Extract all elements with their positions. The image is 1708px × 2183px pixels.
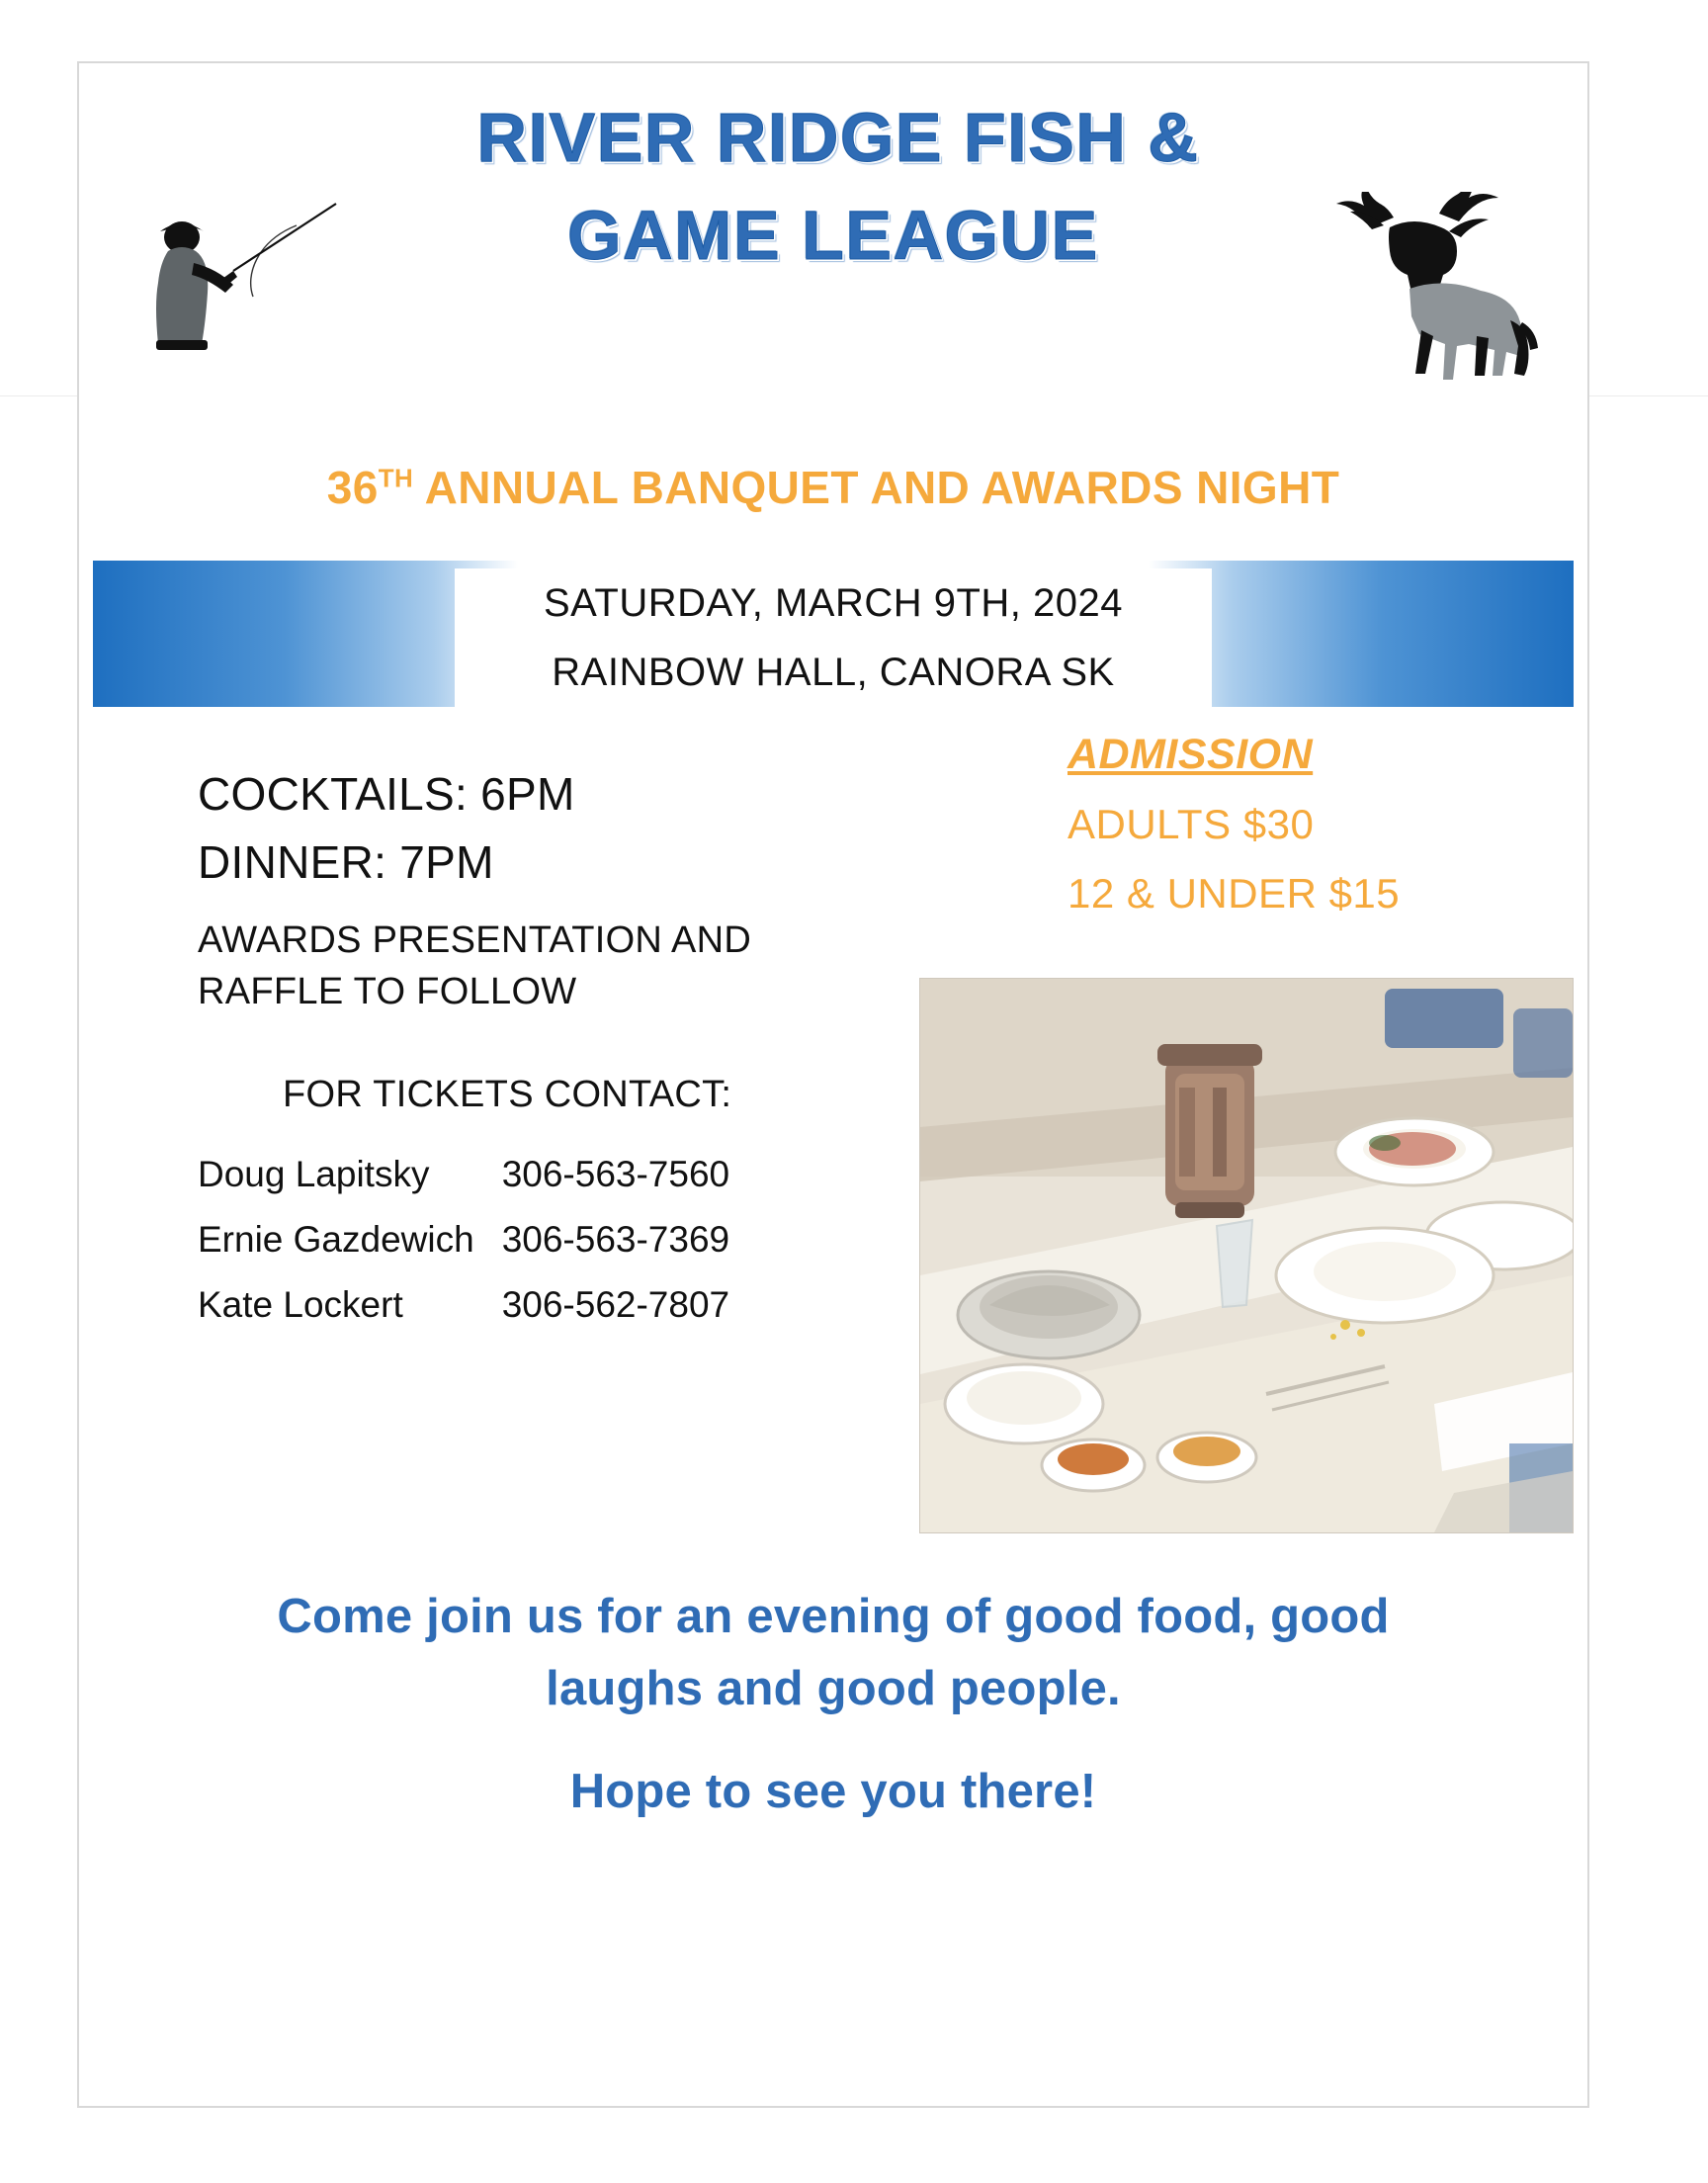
flyer-body	[79, 731, 1587, 1581]
contact-phone: 306-563-7369	[501, 1218, 730, 1260]
contact-name: Kate Lockert	[198, 1283, 403, 1325]
table-row	[198, 1142, 729, 1207]
closing-line-2: laughs and good people.	[546, 1662, 1121, 1716]
contact-phone: 306-563-7560	[501, 1153, 730, 1194]
closing-message	[148, 1581, 1518, 1829]
flyer-header	[79, 63, 1587, 449]
event-date: SATURDAY, MARCH 9TH, 2024	[544, 580, 1123, 625]
awards-note-line-1: AWARDS PRESENTATION AND	[198, 918, 752, 961]
date-venue-banner	[79, 547, 1587, 725]
org-title-line-1: RIVER RIDGE FISH &	[476, 99, 1200, 176]
tickets-heading: FOR TICKETS CONTACT:	[283, 1073, 732, 1115]
table-row	[198, 1207, 729, 1272]
awards-note-line-2: RAFFLE TO FOLLOW	[198, 971, 577, 1013]
event-venue: RAINBOW HALL, CANORA SK	[552, 650, 1115, 694]
admission-children: 12 & UNDER $15	[1068, 869, 1401, 917]
banner-text	[455, 568, 1212, 707]
schedule-dinner: DINNER: 7PM	[198, 835, 494, 888]
admission-heading: ADMISSION	[1068, 730, 1314, 778]
flyer-page	[77, 61, 1589, 2108]
contact-name: Ernie Gazdewich	[198, 1218, 474, 1260]
admission-adults: ADULTS $30	[1068, 800, 1315, 847]
contacts-table	[198, 1142, 729, 1338]
event-title-ordinal: TH	[378, 463, 414, 493]
closing-line-1: Come join us for an evening of good food, good	[277, 1589, 1390, 1643]
table-row	[198, 1272, 729, 1338]
event-title	[138, 455, 1528, 521]
org-title-line-2: GAME LEAGUE	[567, 197, 1099, 275]
schedule-cocktails: COCKTAILS: 6PM	[198, 767, 575, 820]
banner-gradient-right	[1149, 561, 1574, 707]
admission-block	[1068, 731, 1562, 917]
closing-line-3: Hope to see you there!	[569, 1764, 1097, 1818]
contact-phone: 306-562-7807	[501, 1283, 730, 1325]
event-title-number: 36	[326, 462, 379, 513]
moose-icon	[1311, 192, 1548, 380]
schedule-and-contacts	[198, 760, 890, 1338]
event-title-rest: ANNUAL BANQUET AND AWARDS NIGHT	[413, 462, 1340, 513]
banquet-table-photo	[919, 978, 1574, 1533]
contact-name: Doug Lapitsky	[198, 1153, 430, 1194]
